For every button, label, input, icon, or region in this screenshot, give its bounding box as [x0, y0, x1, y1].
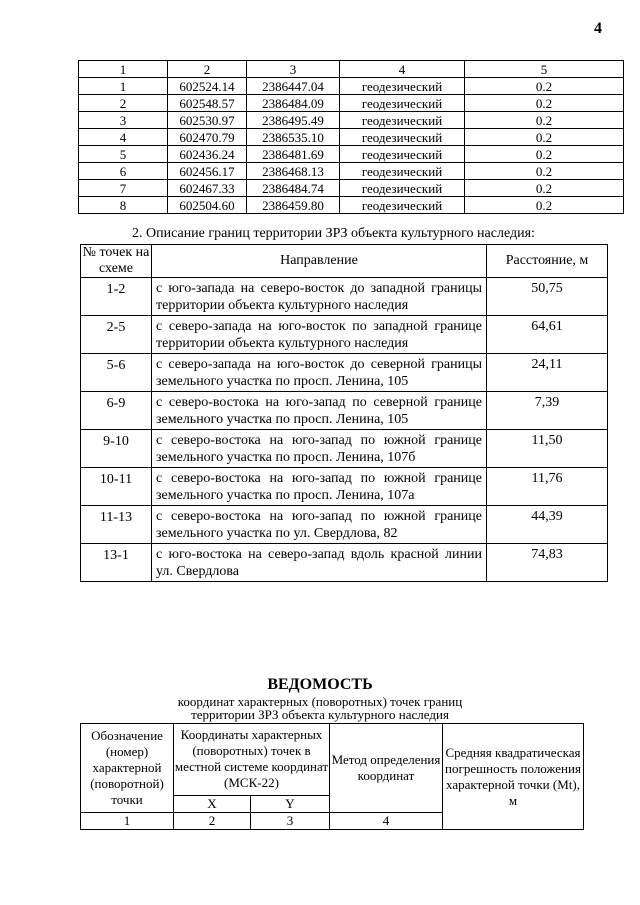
- direction-cell: с северо-востока на юго-запад по южной границе земельного участка по просп. Ленина, 107б: [152, 430, 487, 468]
- coords-cell: геодезический: [340, 129, 465, 146]
- points-cell: 5-6: [81, 354, 152, 392]
- table-row: [79, 163, 624, 180]
- coords-cell: 602530.97: [168, 112, 247, 129]
- coords-cell: 3: [79, 112, 168, 129]
- coords-cell: 2386495.49: [247, 112, 340, 129]
- borders-table-body: [81, 278, 608, 582]
- col-x: X: [174, 795, 251, 812]
- distance-cell: 64,61: [487, 316, 608, 354]
- coords-header-cell: 1: [79, 61, 168, 78]
- number-cell: 2: [174, 813, 251, 830]
- coords-cell: 2386468.13: [247, 163, 340, 180]
- coords-header-row: [79, 61, 624, 78]
- page-number: 4: [594, 20, 602, 37]
- coords-cell: 602548.57: [168, 95, 247, 112]
- coordinates-table-body: [79, 61, 624, 214]
- coords-cell: 6: [79, 163, 168, 180]
- direction-cell: с северо-востока на юго-запад по северной границе земельного участка по просп. Ленина, 105: [152, 392, 487, 430]
- table-row: [81, 278, 608, 316]
- col-designation: Обозначение (номер) характерной (поворотной) точки: [81, 724, 174, 813]
- coords-header-cell: 4: [340, 61, 465, 78]
- coords-cell: 5: [79, 146, 168, 163]
- coords-cell: 0.2: [465, 95, 624, 112]
- coords-cell: геодезический: [340, 197, 465, 214]
- table-row: [79, 95, 624, 112]
- number-cell: 1: [81, 813, 174, 830]
- coords-cell: 602456.17: [168, 163, 247, 180]
- distance-cell: 11,76: [487, 468, 608, 506]
- coords-cell: 7: [79, 180, 168, 197]
- header-direction: Направление: [152, 245, 487, 278]
- table-row: [81, 506, 608, 544]
- coords-cell: геодезический: [340, 112, 465, 129]
- distance-cell: 44,39: [487, 506, 608, 544]
- points-cell: 10-11: [81, 468, 152, 506]
- vedomost-title: ВЕДОМОСТЬ: [267, 676, 373, 693]
- distance-cell: 74,83: [487, 544, 608, 582]
- table-row: [81, 544, 608, 582]
- table-row: [81, 392, 608, 430]
- coords-cell: геодезический: [340, 95, 465, 112]
- direction-cell: с северо-востока на юго-запад по южной границе земельного участка по просп. Ленина, 107а: [152, 468, 487, 506]
- coords-cell: 602467.33: [168, 180, 247, 197]
- points-cell: 13-1: [81, 544, 152, 582]
- table-row: [79, 146, 624, 163]
- coords-cell: геодезический: [340, 146, 465, 163]
- number-cell: 3: [251, 813, 330, 830]
- table-row: [79, 197, 624, 214]
- points-cell: 2-5: [81, 316, 152, 354]
- col-y: Y: [251, 795, 330, 812]
- header-distance: Расстояние, м: [487, 245, 608, 278]
- coords-cell: 1: [79, 78, 168, 95]
- vedomost-table: [80, 723, 584, 830]
- coords-cell: 2386447.04: [247, 78, 340, 95]
- coords-cell: 4: [79, 129, 168, 146]
- coords-cell: 0.2: [465, 129, 624, 146]
- coords-cell: 0.2: [465, 78, 624, 95]
- coords-cell: 2: [79, 95, 168, 112]
- number-cell: 4: [330, 813, 443, 830]
- coords-cell: 602504.60: [168, 197, 247, 214]
- distance-cell: 7,39: [487, 392, 608, 430]
- borders-header-row: [81, 245, 608, 278]
- vedomost-subtitle-line2: территории ЗРЗ объекта культурного наследия: [191, 707, 449, 722]
- table-row: [81, 316, 608, 354]
- coords-cell: 2386481.69: [247, 146, 340, 163]
- table-row: [81, 430, 608, 468]
- coords-cell: 0.2: [465, 146, 624, 163]
- coords-cell: 2386484.09: [247, 95, 340, 112]
- coords-cell: геодезический: [340, 78, 465, 95]
- table-row: [79, 112, 624, 129]
- coords-cell: 0.2: [465, 163, 624, 180]
- table-row: [79, 78, 624, 95]
- coords-cell: 0.2: [465, 112, 624, 129]
- coords-cell: 2386484.74: [247, 180, 340, 197]
- coords-cell: геодезический: [340, 180, 465, 197]
- direction-cell: с северо-запада на юго-восток до северной границы земельного участка по просп. Ленина, 105: [152, 354, 487, 392]
- table-row: [81, 468, 608, 506]
- coords-cell: 8: [79, 197, 168, 214]
- direction-cell: с юго-востока на северо-запад вдоль красной линии ул. Свердлова: [152, 544, 487, 582]
- coords-header-cell: 3: [247, 61, 340, 78]
- coords-cell: 2386459.80: [247, 197, 340, 214]
- section-heading: 2. Описание границ территории ЗРЗ объекта культурного наследия:: [132, 226, 535, 241]
- coords-header-cell: 5: [465, 61, 624, 78]
- coords-cell: 602470.79: [168, 129, 247, 146]
- direction-cell: с северо-востока на юго-запад по южной границе земельного участка по ул. Свердлова, 82: [152, 506, 487, 544]
- points-cell: 11-13: [81, 506, 152, 544]
- coords-cell: геодезический: [340, 163, 465, 180]
- points-cell: 6-9: [81, 392, 152, 430]
- borders-description-table: [80, 244, 608, 582]
- coords-cell: 602524.14: [168, 78, 247, 95]
- coords-cell: 2386535.10: [247, 129, 340, 146]
- coordinates-table: [78, 60, 624, 214]
- distance-cell: 50,75: [487, 278, 608, 316]
- col-coords: Координаты характерных (поворотных) точек в местной системе координат (МСК-22): [174, 724, 330, 796]
- col-method: Метод определения координат: [330, 724, 443, 813]
- direction-cell: с юго-запада на северо-восток до западной границы территории объекта культурного наследия: [152, 278, 487, 316]
- coords-cell: 602436.24: [168, 146, 247, 163]
- points-cell: 1-2: [81, 278, 152, 316]
- col-error: Средняя квадратическая погрешность положения характерной точки (Mt), м: [443, 724, 584, 830]
- vedomost-subtitle-line1: координат характерных (поворотных) точек границ: [177, 694, 463, 709]
- coords-cell: 0.2: [465, 197, 624, 214]
- vedomost-header-row: [81, 724, 584, 796]
- table-row: [81, 354, 608, 392]
- points-cell: 9-10: [81, 430, 152, 468]
- coords-cell: 0.2: [465, 180, 624, 197]
- table-row: [79, 180, 624, 197]
- header-points: № точек на схеме: [81, 245, 152, 278]
- table-row: [79, 129, 624, 146]
- direction-cell: с северо-запада на юго-восток по западной границе территории объекта культурного наследия: [152, 316, 487, 354]
- distance-cell: 11,50: [487, 430, 608, 468]
- distance-cell: 24,11: [487, 354, 608, 392]
- coords-header-cell: 2: [168, 61, 247, 78]
